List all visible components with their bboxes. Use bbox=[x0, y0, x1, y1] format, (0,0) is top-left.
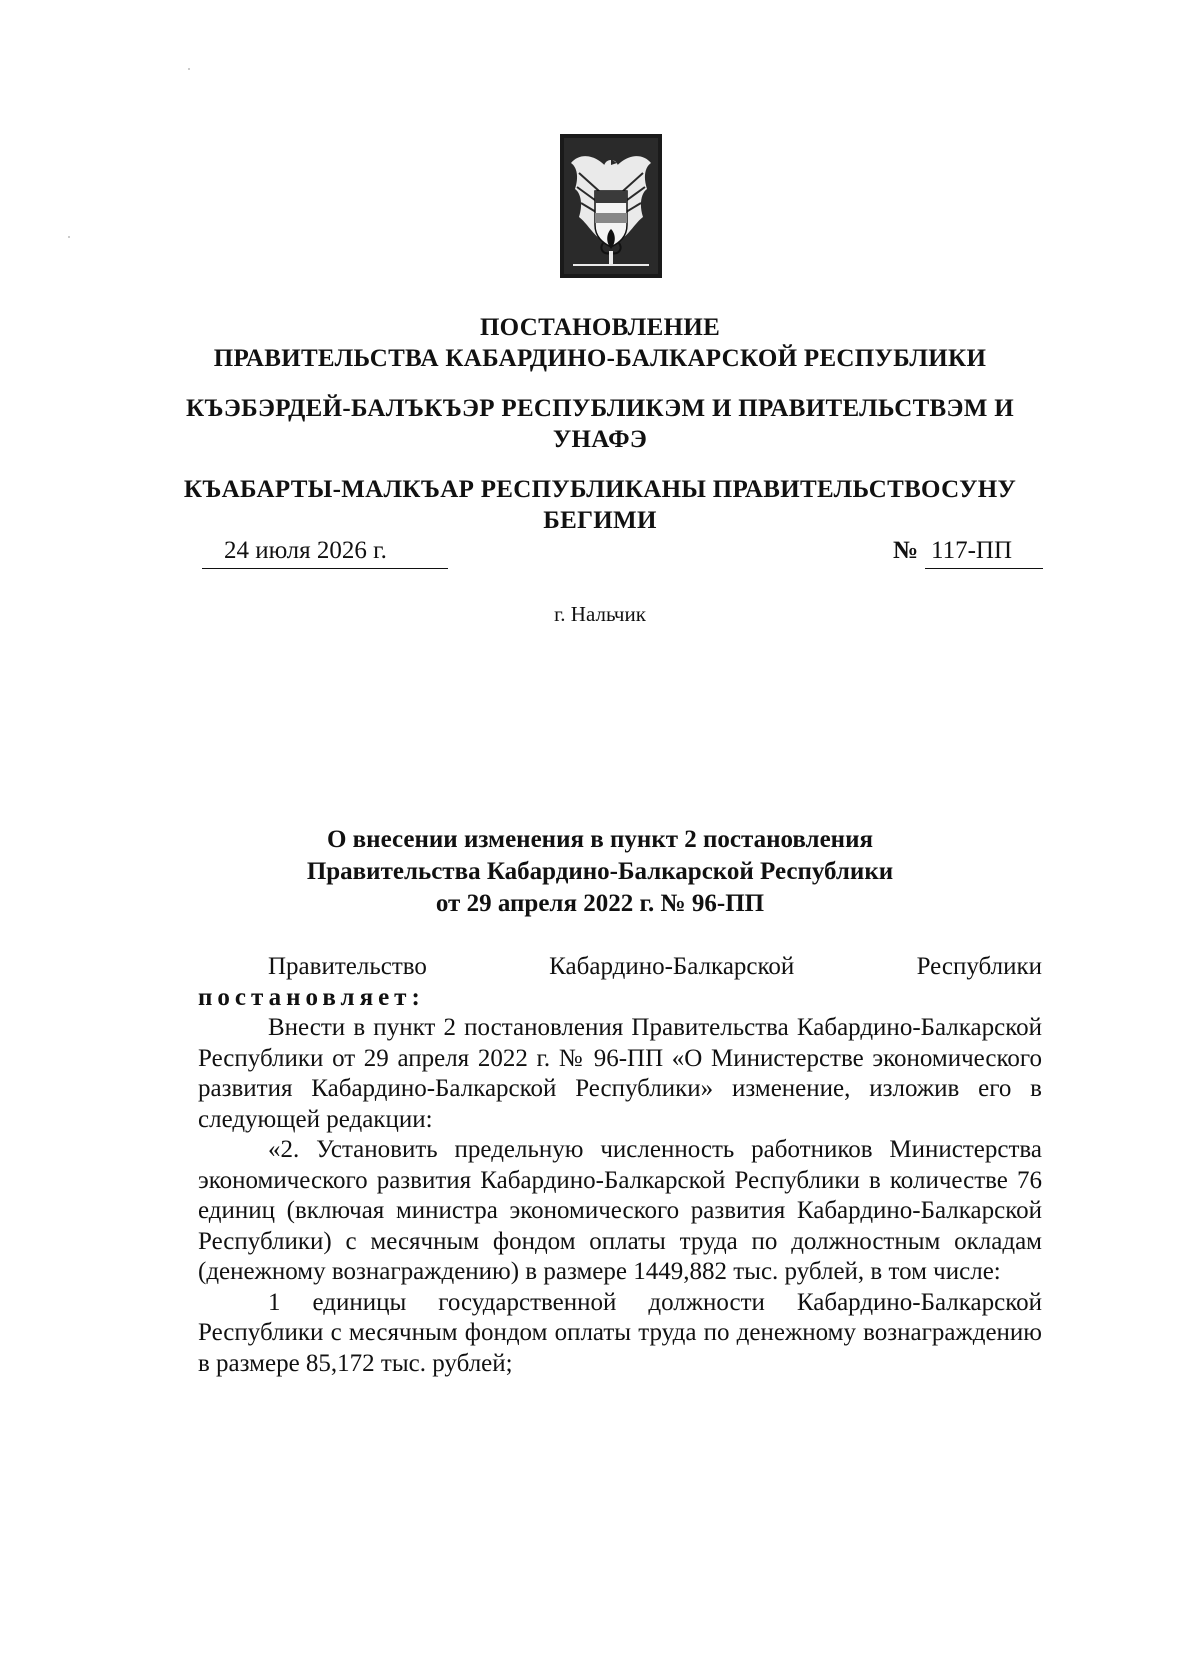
body-paragraph-position: 1 единицы государственной должности Кабардино-Балкарской Республики с месячным фондом оплаты труда по денежному вознаграждению в размере 85,172 тыс. рублей; bbox=[198, 1288, 1042, 1377]
kabardian-title bbox=[180, 393, 1020, 455]
kabardian-title-line-2: УНАФЭ bbox=[552, 426, 648, 453]
body-paragraph-point-2: «2. Установить предельную численность работников Министерства экономического развития Кабардино-Балкарской Республики в количестве 76 единиц (включая министра экономического развития Кабардино-Балкарской Республики) с месячным фондом оплаты труда по должностным окладам (денежному вознаграждению) в размере 1449,882 тыс. рублей, в том числе: bbox=[198, 1136, 1042, 1285]
scan-artifact bbox=[68, 236, 70, 238]
coat-of-arms-icon bbox=[559, 133, 663, 279]
number-value: 117-ПП bbox=[925, 534, 1043, 569]
decree-word: постановляет: bbox=[198, 983, 425, 1011]
subject-line-2: Правительства Кабардино-Балкарской Республики bbox=[306, 858, 894, 885]
scan-artifact bbox=[188, 68, 190, 70]
subject-line-1: О внесении изменения в пункт 2 постановления bbox=[326, 826, 873, 853]
body-paragraph-preamble: Правительство Кабардино-Балкарской Республики bbox=[268, 953, 1042, 980]
balkar-title-line-1: КЪАБАРТЫ-МАЛКЪАР РЕСПУБЛИКАНЫ ПРАВИТЕЛЬСТВОСУНУ bbox=[183, 476, 1017, 503]
document-title bbox=[180, 312, 1020, 374]
document-body bbox=[198, 952, 1042, 1379]
balkar-title-line-2: БЕГИМИ bbox=[543, 507, 657, 534]
kabardian-title-line-1: КЪЭБЭРДЕЙ-БАЛЪКЪЭР РЕСПУБЛИКЭМ И ПРАВИТЕЛЬСТВЭМ И bbox=[186, 395, 1014, 422]
title-line-2: ПРАВИТЕЛЬСТВА КАБАРДИНО-БАЛКАРСКОЙ РЕСПУБЛИКИ bbox=[213, 345, 987, 372]
body-paragraph-decree bbox=[198, 983, 1042, 1014]
title-line-1: ПОСТАНОВЛЕНИЕ bbox=[479, 314, 721, 341]
body-paragraph-amendment: Внести в пункт 2 постановления Правительства Кабардино-Балкарской Республики от 29 апреля 2022 г. № 96-ПП «О Министерстве экономического развития Кабардино-Балкарской Республики» изменение, изложив его в следующей редакции: bbox=[198, 1014, 1042, 1133]
number-sign: № bbox=[893, 537, 919, 564]
document-city: г. Нальчик bbox=[554, 602, 646, 626]
balkar-title bbox=[180, 474, 1020, 536]
document-subject bbox=[240, 824, 960, 920]
document-number bbox=[893, 534, 1043, 569]
document-date: 24 июля 2026 г. bbox=[202, 534, 448, 569]
subject-line-3: от 29 апреля 2022 г. № 96-ПП bbox=[435, 890, 765, 917]
